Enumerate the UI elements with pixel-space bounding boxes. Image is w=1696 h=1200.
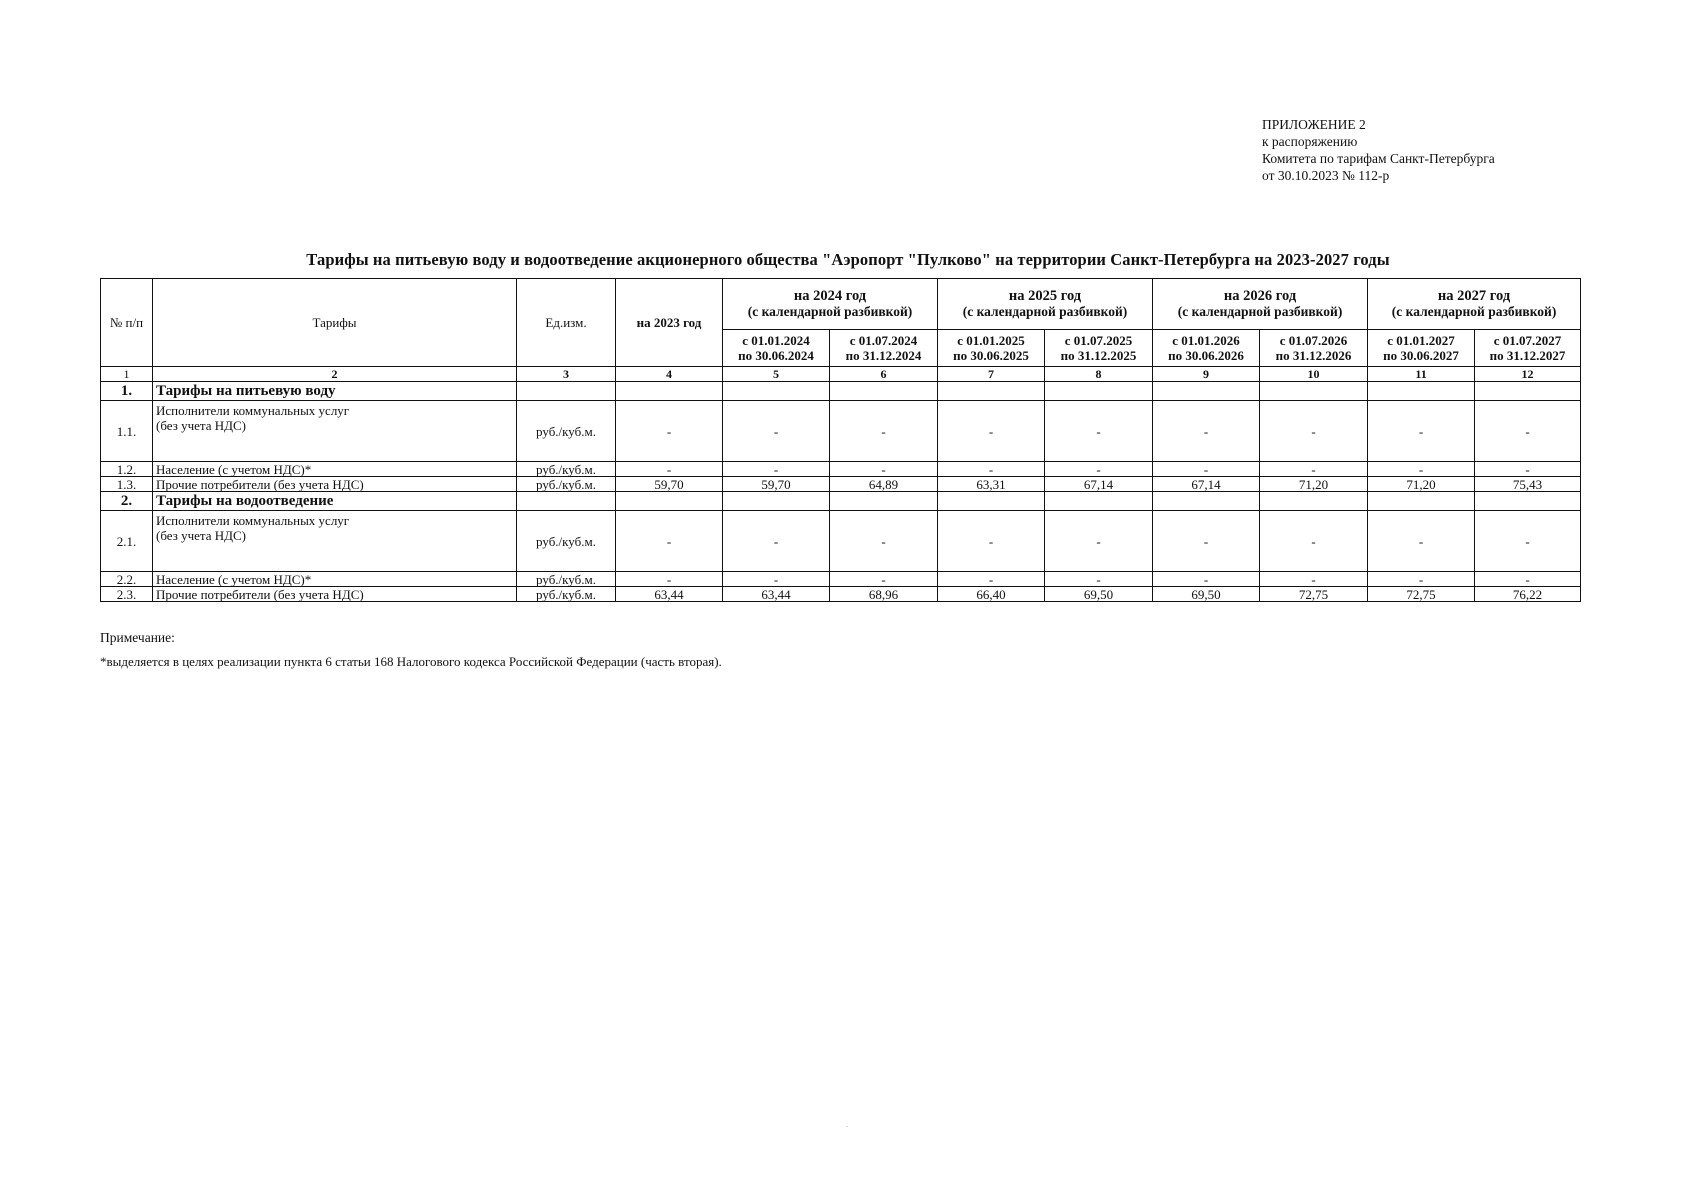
header-row-1 [101, 279, 1581, 330]
empty-cell [1045, 492, 1153, 511]
value-cell: - [830, 401, 938, 462]
header-num: № п/п [101, 279, 153, 367]
value-cell: 59,70 [616, 477, 723, 492]
value-cell: - [1475, 572, 1581, 587]
row-number: 2.3. [101, 587, 153, 602]
appendix-line-4: от 30.10.2023 № 112-р [1262, 168, 1390, 183]
year-title: на 2026 год [1223, 288, 1297, 304]
column-number: 2 [153, 367, 517, 382]
value-cell: - [616, 511, 723, 572]
appendix-line-2: к распоряжению [1262, 134, 1358, 149]
table-row [101, 587, 1581, 602]
period-start: с 01.01.2026 [1172, 333, 1240, 348]
column-number: 9 [1153, 367, 1260, 382]
value-cell: - [723, 462, 830, 477]
column-number: 1 [101, 367, 153, 382]
value-cell: - [1153, 401, 1260, 462]
empty-cell [938, 382, 1045, 401]
value-cell: - [723, 401, 830, 462]
empty-cell [517, 382, 616, 401]
table-row [101, 572, 1581, 587]
period-2027-h1 [1368, 330, 1475, 367]
appendix-line-1: ПРИЛОЖЕНИЕ 2 [1262, 117, 1366, 132]
column-number: 3 [517, 367, 616, 382]
scan-mark: . [846, 1120, 848, 1129]
empty-cell [1260, 492, 1368, 511]
value-cell: - [1045, 401, 1153, 462]
period-start: с 01.07.2025 [1064, 333, 1133, 348]
value-cell: - [1260, 511, 1368, 572]
header-year-2024 [723, 279, 938, 330]
value-cell: - [1045, 462, 1153, 477]
document-title: Тарифы на питьевую воду и водоотведение акционерного общества "Аэропорт "Пулково" на территории Санкт-Петербурга на 2023-2027 годы [306, 250, 1390, 269]
period-end: по 30.06.2024 [738, 348, 814, 363]
value-cell: - [938, 401, 1045, 462]
row-unit: руб./куб.м. [517, 462, 616, 477]
period-2025-h1 [938, 330, 1045, 367]
value-cell: 67,14 [1153, 477, 1260, 492]
year-subtitle: (с календарной разбивкой) [962, 304, 1128, 319]
header-year-2025 [938, 279, 1153, 330]
table-row [101, 477, 1581, 492]
value-cell: - [1368, 572, 1475, 587]
table-row [101, 511, 1581, 572]
row-name: Прочие потребители (без учета НДС) [153, 587, 517, 602]
row-name-line-2: (без учета НДС) [156, 528, 247, 543]
period-start: с 01.07.2027 [1493, 333, 1562, 348]
year-title: на 2025 год [1008, 288, 1082, 304]
row-number: 1.1. [101, 401, 153, 462]
period-end: по 30.06.2025 [953, 348, 1029, 363]
period-2026-h1 [1153, 330, 1260, 367]
value-cell: - [830, 462, 938, 477]
row-name-line-2: (без учета НДС) [156, 418, 247, 433]
period-start: с 01.01.2027 [1387, 333, 1455, 348]
value-cell: - [1368, 511, 1475, 572]
value-cell: 67,14 [1045, 477, 1153, 492]
empty-cell [517, 492, 616, 511]
empty-cell [1475, 492, 1581, 511]
row-name [153, 401, 517, 462]
value-cell: - [1260, 401, 1368, 462]
row-unit: руб./куб.м. [517, 572, 616, 587]
column-number: 6 [830, 367, 938, 382]
year-subtitle: (с календарной разбивкой) [1177, 304, 1343, 319]
empty-cell [1368, 492, 1475, 511]
value-cell: - [1153, 462, 1260, 477]
header-tariffs: Тарифы [153, 279, 517, 367]
empty-cell [616, 382, 723, 401]
empty-cell [1368, 382, 1475, 401]
value-cell: - [1475, 401, 1581, 462]
column-number: 5 [723, 367, 830, 382]
period-end: по 31.12.2027 [1489, 348, 1566, 363]
period-2027-h2 [1475, 330, 1581, 367]
row-name: Население (с учетом НДС)* [153, 572, 517, 587]
period-2024-h2 [830, 330, 938, 367]
value-cell: - [938, 572, 1045, 587]
section-row [101, 492, 1581, 511]
value-cell: - [1475, 511, 1581, 572]
section-title: Тарифы на водоотведение [153, 492, 517, 511]
value-cell: 72,75 [1260, 587, 1368, 602]
column-number: 10 [1260, 367, 1368, 382]
table-row [101, 462, 1581, 477]
row-name: Население (с учетом НДС)* [153, 462, 517, 477]
row-name: Прочие потребители (без учета НДС) [153, 477, 517, 492]
period-end: по 31.12.2024 [845, 348, 922, 363]
empty-cell [938, 492, 1045, 511]
value-cell: - [938, 511, 1045, 572]
row-unit: руб./куб.м. [517, 511, 616, 572]
period-start: с 01.01.2025 [957, 333, 1025, 348]
empty-cell [830, 382, 938, 401]
empty-cell [1475, 382, 1581, 401]
empty-cell [1260, 382, 1368, 401]
value-cell: 69,50 [1153, 587, 1260, 602]
year-title: на 2024 год [793, 288, 867, 304]
period-2026-h2 [1260, 330, 1368, 367]
table-row [101, 401, 1581, 462]
period-2025-h2 [1045, 330, 1153, 367]
row-number: 2.1. [101, 511, 153, 572]
row-unit: руб./куб.м. [517, 401, 616, 462]
value-cell: 63,31 [938, 477, 1045, 492]
value-cell: - [830, 572, 938, 587]
value-cell: 75,43 [1475, 477, 1581, 492]
value-cell: - [1045, 511, 1153, 572]
value-cell: - [1368, 401, 1475, 462]
row-number: 1.2. [101, 462, 153, 477]
value-cell: 69,50 [1045, 587, 1153, 602]
value-cell: 71,20 [1368, 477, 1475, 492]
row-name-line-1: Исполнители коммунальных услуг [156, 403, 350, 418]
value-cell: - [1260, 462, 1368, 477]
empty-cell [1045, 382, 1153, 401]
section-row [101, 382, 1581, 401]
empty-cell [1153, 382, 1260, 401]
row-unit: руб./куб.м. [517, 587, 616, 602]
value-cell: - [938, 462, 1045, 477]
period-end: по 30.06.2026 [1168, 348, 1244, 363]
column-number: 11 [1368, 367, 1475, 382]
value-cell: - [1153, 511, 1260, 572]
row-unit: руб./куб.м. [517, 477, 616, 492]
empty-cell [830, 492, 938, 511]
header-unit: Ед.изм. [517, 279, 616, 367]
period-end: по 31.12.2026 [1275, 348, 1352, 363]
appendix-line-3: Комитета по тарифам Санкт-Петербурга [1262, 151, 1495, 166]
note-label: Примечание: [100, 630, 175, 645]
row-name-line-1: Исполнители коммунальных услуг [156, 513, 350, 528]
empty-cell [1153, 492, 1260, 511]
empty-cell [723, 382, 830, 401]
value-cell: - [616, 401, 723, 462]
value-cell: - [723, 511, 830, 572]
value-cell: - [616, 572, 723, 587]
value-cell: 76,22 [1475, 587, 1581, 602]
value-cell: 66,40 [938, 587, 1045, 602]
column-number: 4 [616, 367, 723, 382]
value-cell: - [723, 572, 830, 587]
period-2024-h1 [723, 330, 830, 367]
column-number: 7 [938, 367, 1045, 382]
column-number: 12 [1475, 367, 1581, 382]
header-year-2027 [1368, 279, 1581, 330]
value-cell: 68,96 [830, 587, 938, 602]
period-start: с 01.01.2024 [742, 333, 810, 348]
section-title: Тарифы на питьевую воду [153, 382, 517, 401]
row-number: 2.2. [101, 572, 153, 587]
header-2023: на 2023 год [616, 279, 723, 367]
appendix-block [1262, 116, 1495, 184]
value-cell: - [1045, 572, 1153, 587]
column-number: 8 [1045, 367, 1153, 382]
row-number: 1.3. [101, 477, 153, 492]
value-cell: 71,20 [1260, 477, 1368, 492]
period-end: по 31.12.2025 [1060, 348, 1137, 363]
value-cell: 63,44 [616, 587, 723, 602]
period-start: с 01.07.2024 [849, 333, 918, 348]
period-end: по 30.06.2027 [1383, 348, 1459, 363]
note-text: *выделяется в целях реализации пункта 6 статьи 168 Налогового кодекса Российской Федерации (часть вторая). [100, 654, 722, 669]
row-name [153, 511, 517, 572]
value-cell: 59,70 [723, 477, 830, 492]
column-number-row [101, 367, 1581, 382]
header-year-2026 [1153, 279, 1368, 330]
empty-cell [723, 492, 830, 511]
value-cell: - [1475, 462, 1581, 477]
value-cell: - [1368, 462, 1475, 477]
year-subtitle: (с календарной разбивкой) [1391, 304, 1557, 319]
value-cell: 72,75 [1368, 587, 1475, 602]
empty-cell [616, 492, 723, 511]
value-cell: - [830, 511, 938, 572]
value-cell: - [1153, 572, 1260, 587]
year-subtitle: (с календарной разбивкой) [747, 304, 913, 319]
section-number: 1. [101, 382, 153, 401]
value-cell: 63,44 [723, 587, 830, 602]
year-title: на 2027 год [1437, 288, 1511, 304]
section-number: 2. [101, 492, 153, 511]
value-cell: 64,89 [830, 477, 938, 492]
tariff-table [100, 278, 1581, 602]
value-cell: - [1260, 572, 1368, 587]
period-start: с 01.07.2026 [1279, 333, 1348, 348]
value-cell: - [616, 462, 723, 477]
